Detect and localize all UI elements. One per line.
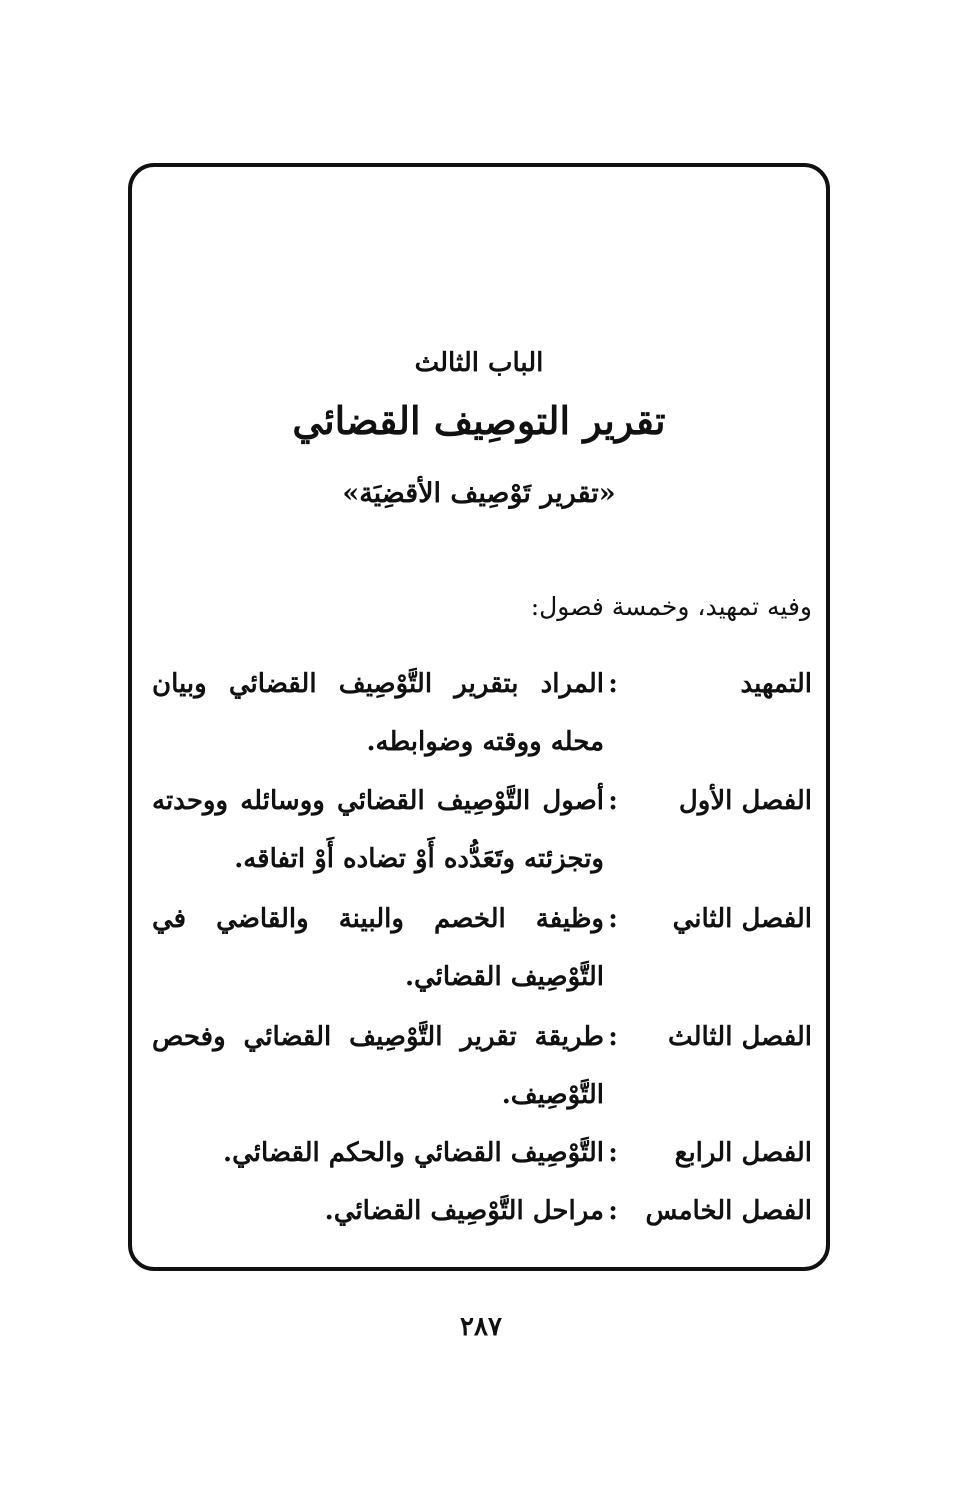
toc-entry-chapter-4 [152,1124,812,1182]
toc-entry-text: وظيفة الخصم والبينة والقاضي في التَّوْصِيف القضائي. [152,904,604,992]
toc-entry-colon: : [608,1196,618,1226]
chapter-title: تقرير التوصِيف القضائي [292,398,666,443]
toc-entry-chapter-1 [152,772,812,888]
toc-entry-chapter-3 [152,1008,812,1124]
toc-entry-label: الفصل الخامس [645,1196,812,1226]
toc-entry-preface [152,655,812,771]
toc-entry-text: أصول التَّوْصِيف القضائي ووسائله ووحدته وتجزئته وتَعَدُّده أَوْ تضاده أَوْ اتفاقه. [152,786,604,874]
toc-entry-label: الفصل الثالث [668,1022,812,1052]
toc-entry-chapter-5 [152,1182,812,1240]
toc-entry-text: المراد بتقرير التَّوْصِيف القضائي وبيان محله ووقته وضوابطه. [152,669,604,757]
toc-entry-chapter-2 [152,890,812,1006]
toc-entry-colon: : [608,904,618,934]
toc-entry-label: التمهيد [740,669,812,699]
toc-entry-text: طريقة تقرير التَّوْصِيف القضائي وفحص التَّوْصِيف. [152,1022,604,1110]
part-label: الباب الثالث [414,348,544,378]
toc-entry-colon: : [608,669,618,699]
intro-text: وفيه تمهيد، وخمسة فصول: [530,592,812,621]
toc-entry-colon: : [608,1138,618,1168]
toc-entry-colon: : [608,1022,618,1052]
toc-entry-text: مراحل التَّوْصِيف القضائي. [324,1196,604,1226]
chapter-subtitle: «تقرير تَوْصِيف الأقضِيَة» [342,478,616,509]
toc-entry-text: التَّوْصِيف القضائي والحكم القضائي. [223,1138,604,1168]
toc-entry-label: الفصل الرابع [674,1138,812,1168]
toc-entry-label: الفصل الأول [678,786,812,816]
toc-entry-colon: : [608,786,618,816]
toc-entry-label: الفصل الثاني [672,904,812,934]
page-number: ٢٨٧ [460,1312,502,1342]
